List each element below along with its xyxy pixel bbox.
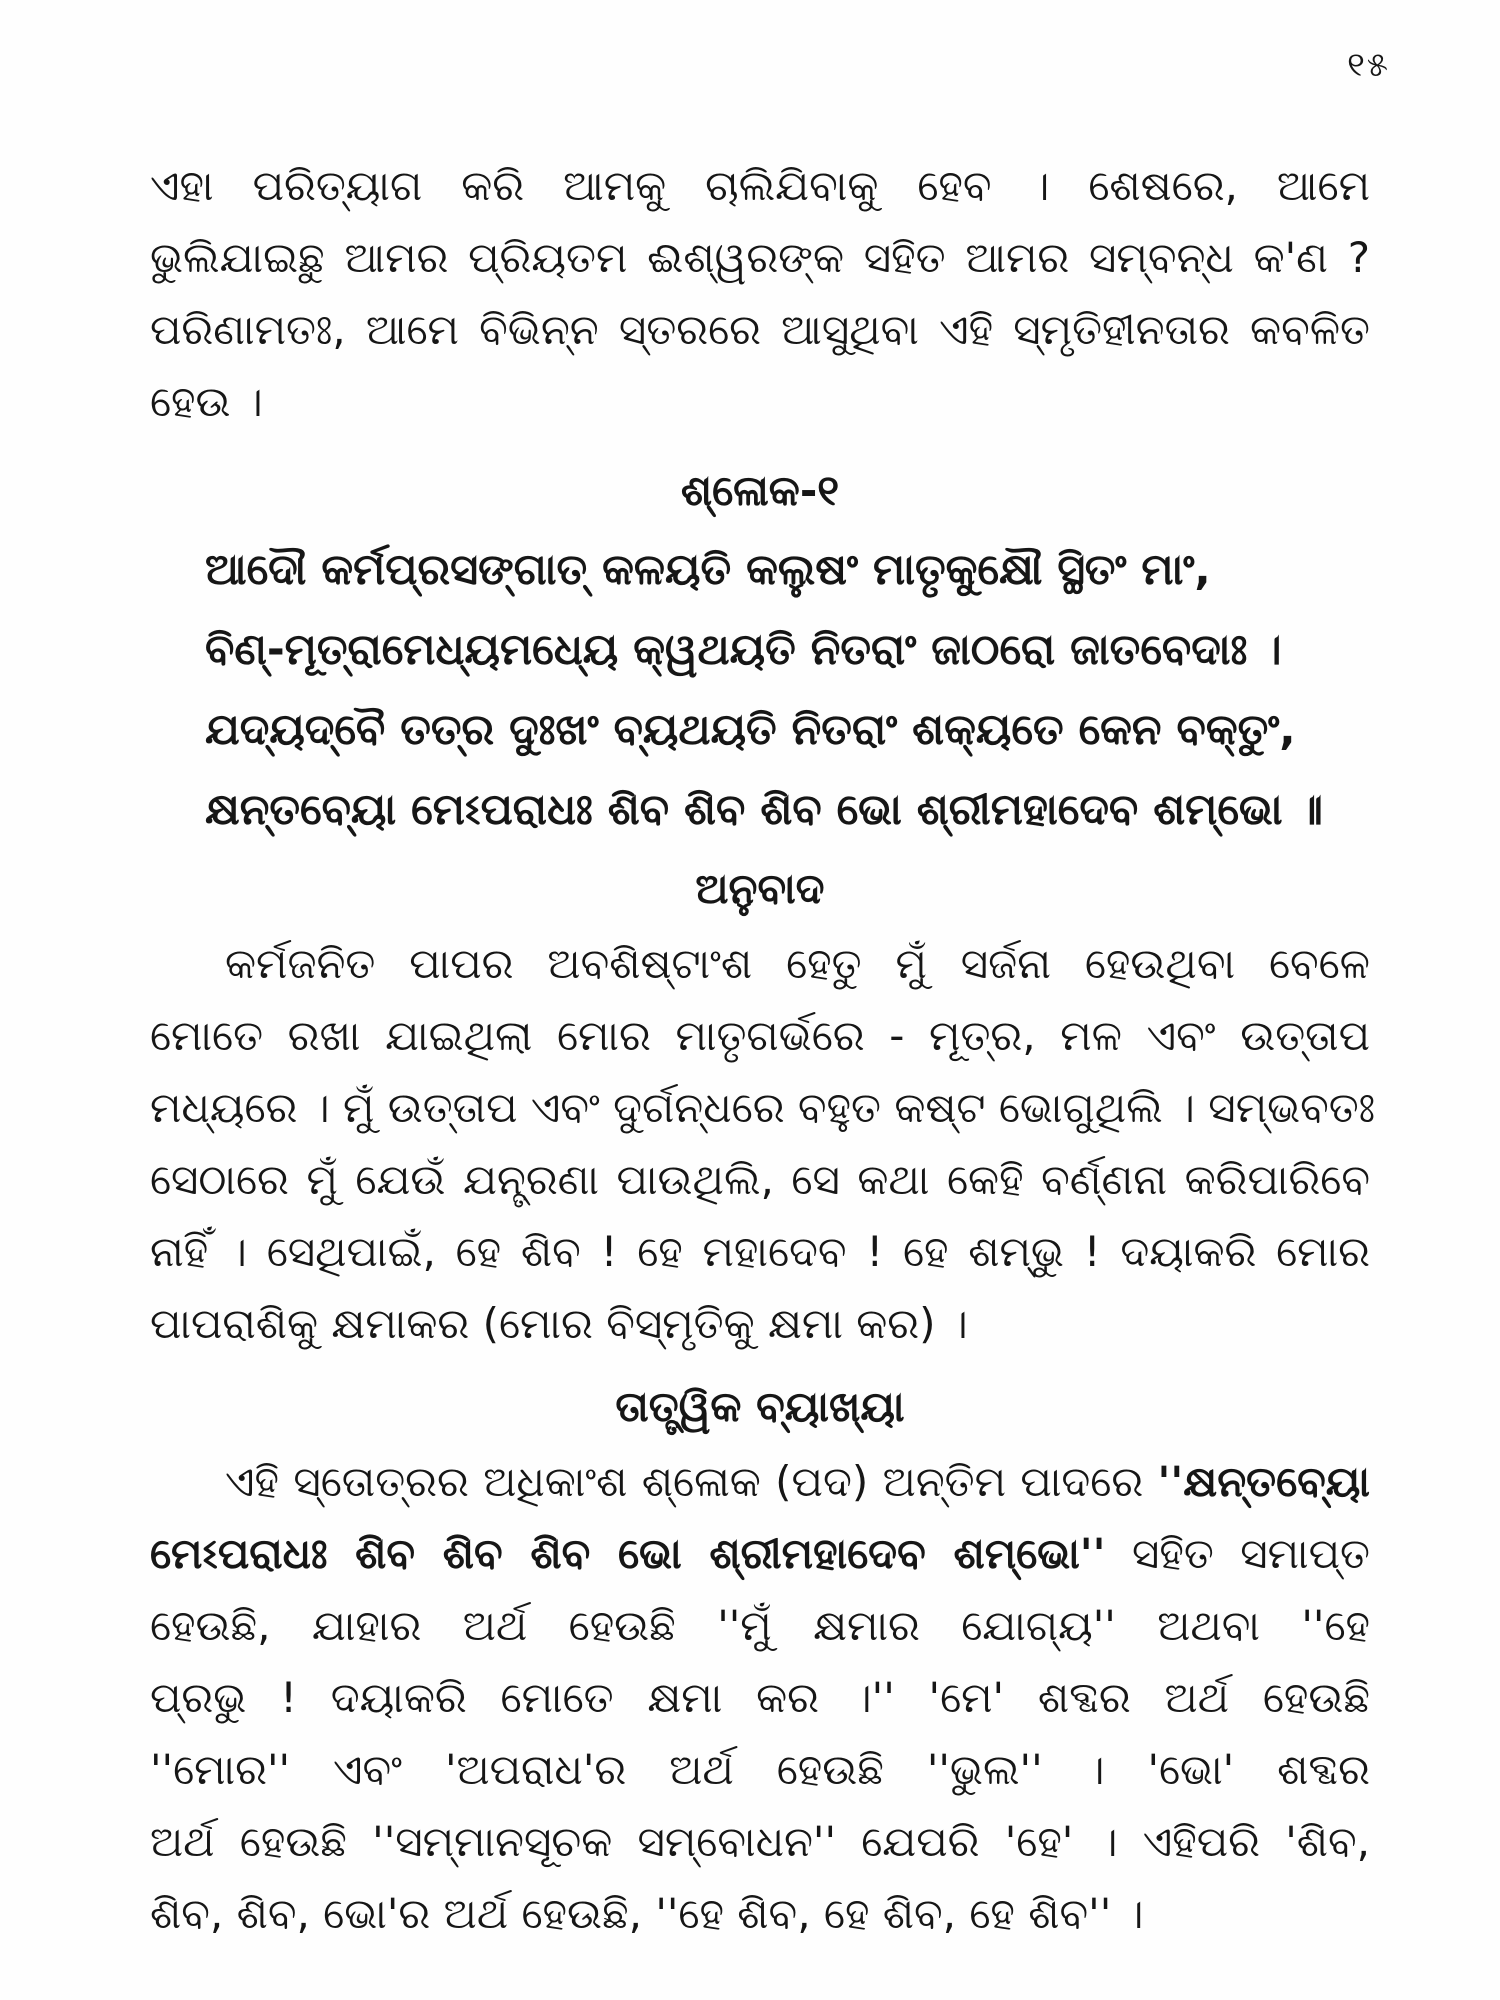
explanation-paragraph — [150, 1446, 1370, 1950]
page-content — [150, 150, 1376, 1950]
intro-line: ପରିଣାମତଃ, ଆମେ ବିଭିନ୍ନ ସ୍ତରରେ ଆସୁଥିବା ଏହି ସ୍ମୃତିହୀନତାର କବଳିତ — [150, 305, 1370, 354]
translation-paragraph — [150, 928, 1376, 1360]
explanation-text: ସହିତ ସମାପ୍ତ — [1105, 1529, 1370, 1578]
translation-line: ନାହିଁ । ସେଥିପାଇଁ, ହେ ଶିବ ! ହେ ମହାଦେବ ! ହେ ଶମ୍ଭୁ ! ଦୟାକରି ମୋର — [150, 1227, 1370, 1276]
explanation-heading: ତାତ୍ତ୍ୱିକ ବ୍ୟାଖ୍ୟା — [615, 1382, 905, 1431]
intro-line: ଏହା ପରିତ୍ୟାଗ କରି ଆମକୁ ଚାଲିଯିବାକୁ ହେବ । ଶେଷରେ, ଆମେ — [150, 161, 1370, 210]
intro-paragraph — [150, 150, 1370, 438]
explanation-line — [150, 1518, 1370, 1590]
translation-heading: ଅନୁବାଦ — [695, 864, 825, 913]
explanation-line: ''ମୋର'' ଏବଂ 'ଅପରାଧ'ର ଅର୍ଥ ହେଉଛି ''ଭୁଲ'' । 'ଭୋ' ଶବ୍ଦର — [150, 1745, 1370, 1794]
explanation-line: ପ୍ରଭୁ ! ଦୟାକରି ମୋତେ କ୍ଷମା କର ।'' 'ମେ' ଶବ୍ଦର ଅର୍ଥ ହେଉଛି — [150, 1673, 1370, 1722]
shloka-heading: ଶ୍ଳୋକ-୧ — [680, 466, 840, 515]
page-number: ୧୫ — [1347, 45, 1390, 85]
verse-line: ବିଣ୍-ମୂତ୍ରାମେଧ୍ୟମଧ୍ୟେ କ୍ୱଥୟତି ନିତରାଂ ଜାଠରୋ ଜାତବେଦାଃ । — [205, 625, 1282, 675]
intro-line: ହେଉ । — [150, 377, 263, 426]
translation-line: ମଧ୍ୟରେ । ମୁଁ ଉତ୍ତାପ ଏବଂ ଦୁର୍ଗନ୍ଧରେ ବହୁତ କଷ୍ଟ ଭୋଗୁଥିଲି । ସମ୍ଭବତଃ — [150, 1083, 1376, 1132]
translation-line: ସେଠାରେ ମୁଁ ଯେଉଁ ଯନ୍ତ୍ରଣା ପାଉଥିଲି, ସେ କଥା କେହି ବର୍ଣ୍ଣନା କରିପାରିବେ — [150, 1155, 1370, 1204]
verse-line: ଆଦୌ କର୍ମପ୍ରସଙ୍ଗାତ୍ କଳୟତି କଲୁଷଂ ମାତୃକୁକ୍ଷୌ ସ୍ଥିତଂ ମାଂ, — [205, 545, 1211, 595]
explanation-line: ହେଉଛି, ଯାହାର ଅର୍ଥ ହେଉଛି ''ମୁଁ କ୍ଷମାର ଯୋଗ୍ୟ'' ଅଥବା ''ହେ — [150, 1601, 1370, 1650]
explanation-text: ଏହି ସ୍ତୋତ୍ରର ଅଧିକାଂଶ ଶ୍ଳୋକ (ପଦ) ଅନ୍ତିମ ପାଦରେ — [225, 1457, 1158, 1506]
explanation-line — [150, 1446, 1370, 1518]
shloka-verse — [150, 530, 1370, 850]
verse-line: ଯଦ୍ୟଦ୍‌ବୈ ତତ୍ର ଦୁଃଖଂ ବ୍ୟଥୟତି ନିତରାଂ ଶକ୍ୟତେ କେନ ବକ୍ତୁଂ, — [205, 705, 1296, 755]
explanation-quote-bold: ''କ୍ଷନ୍ତବ୍ୟୋ — [1157, 1457, 1370, 1506]
translation-line: କର୍ମଜନିତ ପାପର ଅବଶିଷ୍ଟାଂଶ ହେତୁ ମୁଁ ସର୍ଜନା ହେଉଥିବା ବେଳେ — [225, 939, 1370, 988]
verse-line: କ୍ଷନ୍ତବ୍ୟୋ ମେଽପରାଧଃ ଶିବ ଶିବ ଶିବ ଭୋ ଶ୍ରୀମହାଦେବ ଶମ୍ଭୋ ॥ — [205, 785, 1323, 835]
explanation-line: ଅର୍ଥ ହେଉଛି ''ସମ୍ମାନସୂଚକ ସମ୍ବୋଧନ'' ଯେପରି 'ହେ' । ଏହିପରି 'ଶିବ, — [150, 1817, 1370, 1866]
explanation-line: ଶିବ, ଶିବ, ଭୋ'ର ଅର୍ଥ ହେଉଛି, ''ହେ ଶିବ, ହେ ଶିବ, ହେ ଶିବ'' । — [150, 1889, 1144, 1938]
translation-line: ପାପରାଶିକୁ କ୍ଷମାକର (ମୋର ବିସ୍ମୃତିକୁ କ୍ଷମା କର) । — [150, 1299, 968, 1348]
explanation-quote-bold: ମେଽପରାଧଃ ଶିବ ଶିବ ଶିବ ଭୋ ଶ୍ରୀମହାଦେବ ଶମ୍ଭୋ'' — [150, 1529, 1106, 1578]
translation-line: ମୋତେ ରଖା ଯାଇଥିଲା ମୋର ମାତୃଗର୍ଭରେ - ମୂତ୍ର, ମଳ ଏବଂ ଉତ୍ତାପ — [150, 1011, 1370, 1060]
intro-line: ଭୁଲିଯାଇଛୁ ଆମର ପ୍ରିୟତମ ଈଶ୍ୱରଙ୍କ ସହିତ ଆମର ସମ୍ବନ୍ଧ କ'ଣ ? — [150, 233, 1370, 282]
